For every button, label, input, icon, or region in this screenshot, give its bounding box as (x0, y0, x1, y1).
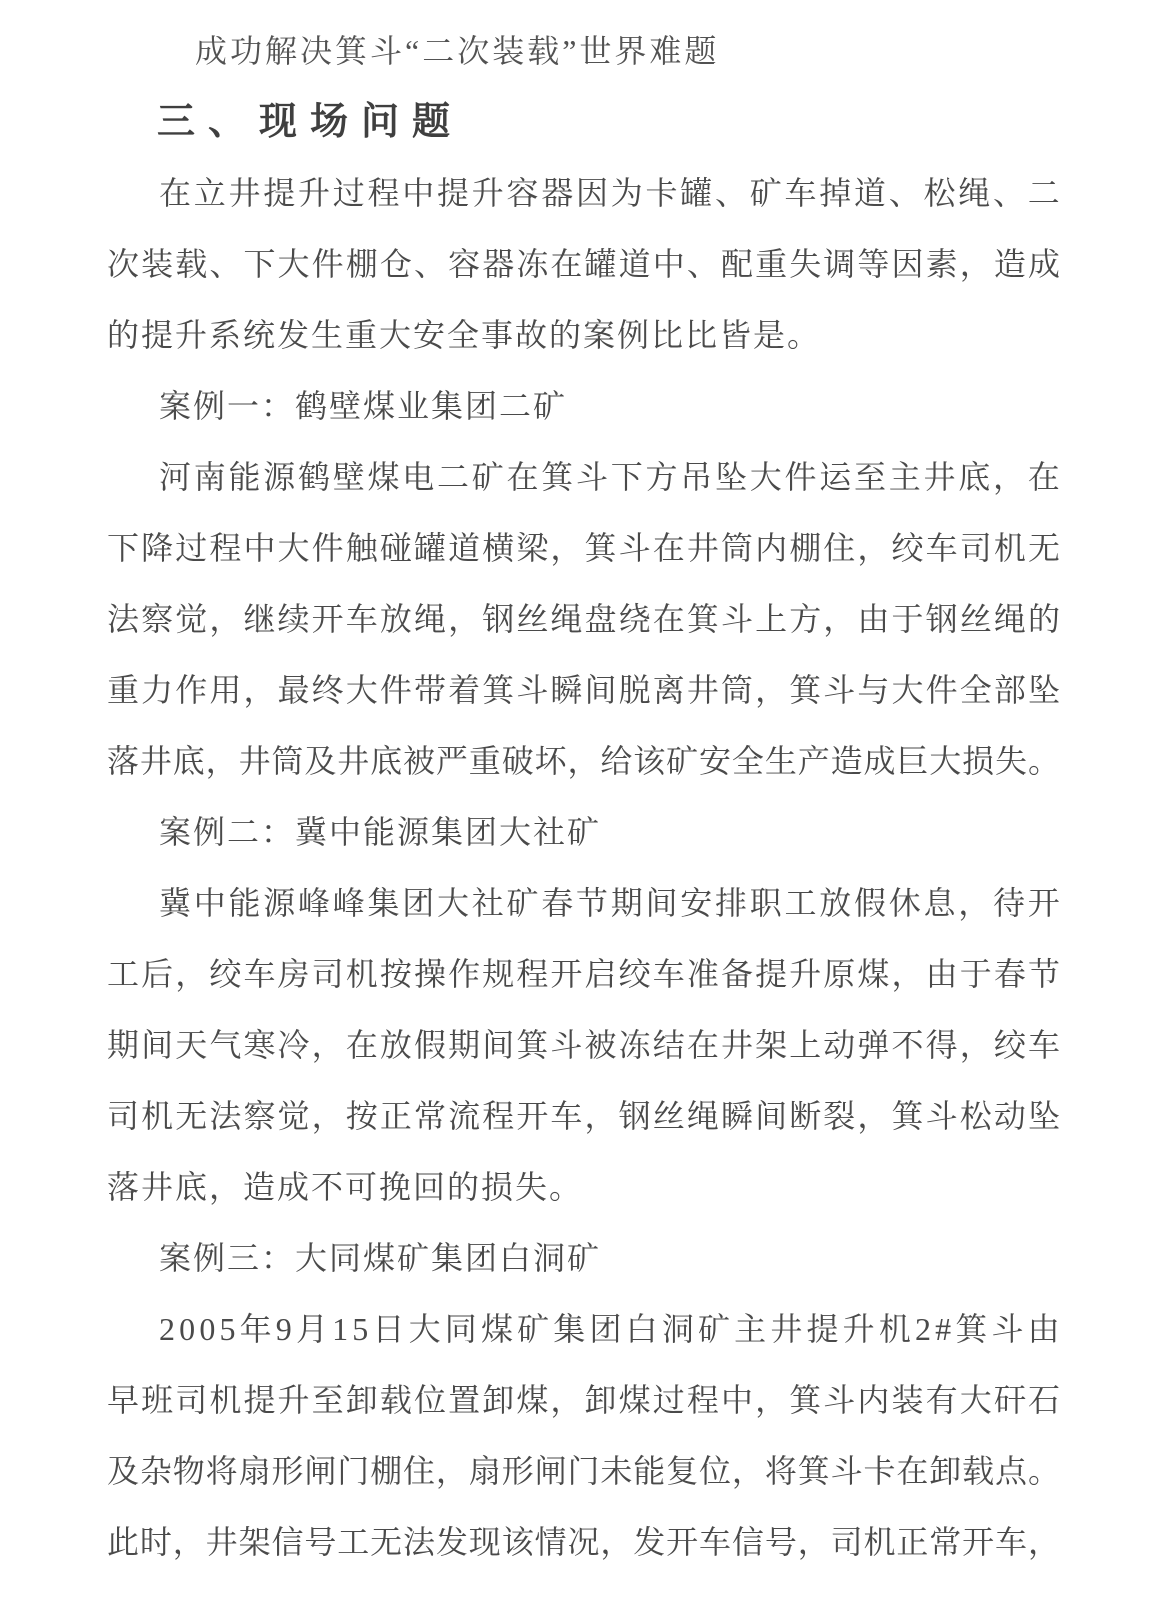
paragraph-line: 重 力 作 用 ， 最 终 大 件 带 着 箕 斗 瞬 间 脱 离 井 筒 ， 箕 斗 与 大 件 全 部 坠 (107, 672, 1060, 708)
paragraph-line: 此 时 ， 井 架 信 号 工 无 法 发 现 该 情 况 ， 发 开 车 信 号 ， 司 机 正 常 开 车 ， (107, 1524, 1060, 1560)
paragraph-line: 工 后 ， 绞 车 房 司 机 按 操 作 规 程 开 启 绞 车 准 备 提 升 原 煤 ， 由 于 春 节 (107, 956, 1060, 992)
case-title: 案例三：大同煤矿集团白洞矿 (159, 1240, 602, 1276)
paragraph-last-line: 落井底，造成不可挽回的损失。 (107, 1169, 584, 1205)
paragraph-line: 下 降 过 程 中 大 件 触 碰 罐 道 横 梁 ， 箕 斗 在 井 筒 内 棚 住 ， 绞 车 司 机 无 (107, 530, 1060, 566)
paragraph-line: 次 装 载 、 下 大 件 棚 仓 、 容 器 冻 在 罐 道 中 、 配 重 失 调 等 因 素 ， 造 成 (107, 246, 1060, 282)
paragraph-first-line: 冀 中 能 源 峰 峰 集 团 大 社 矿 春 节 期 间 安 排 职 工 放 假 休 息 ， 待 开 (159, 885, 1060, 921)
section-heading: 三、现场问题 (157, 101, 464, 143)
paragraph-first-line: 河 南 能 源 鹤 壁 煤 电 二 矿 在 箕 斗 下 方 吊 坠 大 件 运 至 主 井 底 ， 在 (159, 459, 1060, 495)
case-title: 案例一：鹤壁煤业集团二矿 (159, 388, 568, 424)
paragraph-last-line: 的提升系统发生重大安全事故的案例比比皆是。 (107, 317, 822, 353)
document-title: 成功解决箕斗“二次装载”世界难题 (195, 33, 720, 69)
document-body (107, 16, 1060, 1578)
paragraph-line: 司 机 无 法 察 觉 ， 按 正 常 流 程 开 车 ， 钢 丝 绳 瞬 间 断 裂 ， 箕 斗 松 动 坠 (107, 1098, 1060, 1134)
paragraph-first-line: 在 立 井 提 升 过 程 中 提 升 容 器 因 为 卡 罐 、 矿 车 掉 道 、 松 绳 、 二 (159, 175, 1060, 211)
paragraph-line: 早 班 司 机 提 升 至 卸 载 位 置 卸 煤 ， 卸 煤 过 程 中 ， 箕 斗 内 装 有 大 矸 石 (107, 1382, 1060, 1418)
paragraph-line: 法 察 觉 ， 继 续 开 车 放 绳 ， 钢 丝 绳 盘 绕 在 箕 斗 上 方 ， 由 于 钢 丝 绳 的 (107, 601, 1060, 637)
paragraph-line: 落 井 底 ， 井 筒 及 井 底 被 严 重 破 坏 ， 给 该 矿 安 全 生 产 造 成 巨 大 损 失 。 (107, 743, 1060, 779)
case-title: 案例二：冀中能源集团大社矿 (159, 814, 602, 850)
paragraph-line: 及 杂 物 将 扇 形 闸 门 棚 住 ， 扇 形 闸 门 未 能 复 位 ， 将 箕 斗 卡 在 卸 载 点 。 (107, 1453, 1060, 1489)
paragraph-first-line: 2 0 0 5 年 9 月 1 5 日 大 同 煤 矿 集 团 白 洞 矿 主 井 提 升 机 2 # 箕 斗 由 (159, 1311, 1060, 1347)
paragraph-line: 期 间 天 气 寒 冷 ， 在 放 假 期 间 箕 斗 被 冻 结 在 井 架 上 动 弹 不 得 ， 绞 车 (107, 1027, 1060, 1063)
